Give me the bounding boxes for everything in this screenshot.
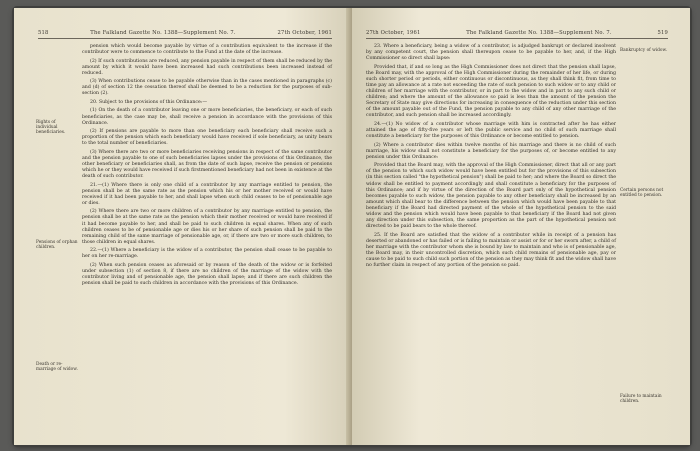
- right-running-head: [366, 30, 668, 36]
- paragraph: 22.—(1) Where a beneficiary is the widow of a contributor, the pension shall cease to be payable to her on her re-marriage.: [82, 248, 332, 260]
- margin-note: Death or re-marriage of widow.: [36, 362, 78, 373]
- paragraph: (3) When contributions cease to be payable otherwise than in the cases mentioned in paragraphs (c) and (d) of section 12 the cessation thereof shall be deemed to be a reduction for the purposes of sub-section (2).: [82, 79, 332, 97]
- paragraph: (2) When such pension ceases as aforesaid or by reason of the death of the widow or is forfeited under subsection (1) of section 8, if there are no children of the marriage of the widow with the contributor living and of pensionable age, the pension shall lapse; and if there are such children the pension shall be paid to such children in accordance with the provisions of this Ordinance.: [82, 262, 332, 287]
- margin-note: Rights of individual beneficiaries.: [36, 120, 66, 136]
- paragraph: Provided that the Board may, with the approval of the High Commissioner, direct that all or any part of the pension to which such widow would have been entitled but for the provisions of this subsection (in this section called "the hypothetical pension") shall be paid to her; and where the Board so direct the widow shall be entitled to payment accordingly and shall constitute a beneficiary for the purposes of this Ordinance; and if by virtue of the direction of the Board part only of the hypothetical pension becomes payable to such widow, the pension payable to any other beneficiary shall be increased by an amount which shall bear to the difference between the pension which would have been payable to that beneficiary if the Board had directed payment of the whole of the hypothetical pension to the said widow and the pension which would have been payable to that beneficiary if the Board had not given any direction under this subsection, the same proportion as the part of the hypothetical pension not directed to be paid bears to the whole thereof.: [366, 163, 616, 230]
- paragraph: (2) Where there are two or more children of a contributor by any marriage entitled to pension, the pension shall be at the same rate as the pension which their mother received or would have received if it had become payable to her, and shall be paid to such children in equal shares. When any of such children ceases to be of pensionable age or dies his or her share of such pension shall be paid to the remaining child of the same marriage of pensionable age, or, if there are two or more such children, to those children in equal shares.: [82, 209, 332, 245]
- margin-note: Bankruptcy of widow.: [620, 48, 668, 53]
- left-body-text: [82, 44, 332, 290]
- paragraph: 21.—(1) Where there is only one child of a contributor by any marriage entitled to pension, the pension shall be at the same rate as the pension which his or her mother received or would have received if it had been payable to her, and shall lapse when such child ceases to be of pensionable age or dies.: [82, 182, 332, 206]
- section-heading: 20. Subject to the provisions of this Ordinance:—: [90, 99, 208, 105]
- left-page: [14, 8, 352, 445]
- paragraph: Provided that, if and so long as the High Commissioner does not direct that the pension shall lapse, the Board may, with the approval of the High Commissioner during the remainder of her life, or during such shorter period or periods, either continuous or discontinuous, as they shall think fit, from time to time pay an allowance at a rate not exceeding the rate of such pension to such widow or to any child or children of her marriage with the contributor, or in part to the widow and in part to any such child or children; and where the amount of the allowance so paid is less than the amount of the pension the Secretary of State may give directions for increasing in consequence of the reduction under this section of the amount payable out of the Fund, the pension payable to any child of any other marriage of the contributor, and such pension shall be increased accordingly.: [366, 64, 616, 119]
- left-page-number: 518: [38, 30, 49, 36]
- paragraph: 23. Where a beneficiary, being a widow of a contributor, is adjudged bankrupt or declared insolvent by any competent court, the pension shall thereupon cease to be payable to her, and, if the High Commissioner so direct shall lapse:: [366, 44, 616, 62]
- open-gazette-book: [14, 8, 690, 445]
- paragraph: 25. If the Board are satisfied that the widow of a contributor while in receipt of a pension has deserted or abandoned or has failed or is failing to maintain or assist or for or her sworn after, a child of her marriage with the contributor whom she is bound by law to maintain and who is of pensionable age, the Board may, in their uncontrolled discretion, which such child remains of pensionable age, pay or cause to be paid to such child such portion of the pension as they may think fit and the widow shall have no further claim in respect of any portion of the pension so paid.: [366, 232, 616, 269]
- paragraph: (2) If pensions are payable to more than one beneficiary each beneficiary shall receive such a proportion of the pension which each beneficiary would have received if sole beneficiary, as unity bears to the total number of beneficiaries.: [82, 129, 332, 147]
- margin-note: Pensions of orphan children.: [36, 240, 78, 251]
- right-page-date: 27th October, 1961: [366, 30, 421, 36]
- left-running-head: [38, 30, 332, 36]
- paragraph: (1) On the death of a contributor leaving one or more beneficiaries, the beneficiary, or each of such beneficiaries, as the case may be, shall receive a pension in accordance with the provisions of this Ordinance.: [82, 108, 332, 126]
- paragraph: (3) Where there are two or more beneficiaries receiving pensions in respect of the same contributor and the pension payable to one of such beneficiaries lapses under the provisions of this Ordinance, the other beneficiary or beneficiaries shall, as from the date of such lapse, receive the pension or pensions which he or they would have received if such firstmentioned beneficiary had not been in existence at the death of such contributor.: [82, 149, 332, 180]
- right-page: [352, 8, 690, 445]
- right-body-text: [366, 44, 616, 272]
- paragraph: (2) Where a contributor dies within twelve months of his marriage and there is no child of such marriage, his widow shall not constitute a beneficiary for the purposes of, or become entitled to any pension under this Ordinance:: [366, 142, 616, 160]
- margin-note: Certain persons not entitled to pension.: [620, 188, 664, 199]
- paragraph: 24.—(1) No widow of a contributor whose marriage with him is contracted after he has either attained the age of fifty-five years or left the public service and no child of such marriage shall constitute a beneficiary for the purposes of this Ordinance or become entitled to pension.: [366, 121, 616, 140]
- left-page-date: 27th October, 1961: [277, 30, 332, 36]
- margin-note: Failure to maintain children.: [620, 394, 662, 405]
- left-header-rule: [38, 38, 332, 39]
- paragraph: (2) If such contributions are reduced, any pension payable in respect of them shall be reduced by the amount by which it would have been increased had such contributions been increased instead of reduced.: [82, 58, 332, 76]
- left-running-title: The Falkland Gazette No. 1388—Supplement No. 7.: [90, 30, 236, 36]
- right-header-rule: [366, 38, 668, 39]
- right-running-title: The Falkland Gazette No. 1388—Supplement No. 7.: [466, 30, 612, 36]
- right-page-number: 519: [657, 30, 668, 36]
- paragraph: pension which would become payable by virtue of a contribution equivalent to the increase if the contributor were to commence to contribute to the Fund at the date of the increase.: [82, 44, 332, 56]
